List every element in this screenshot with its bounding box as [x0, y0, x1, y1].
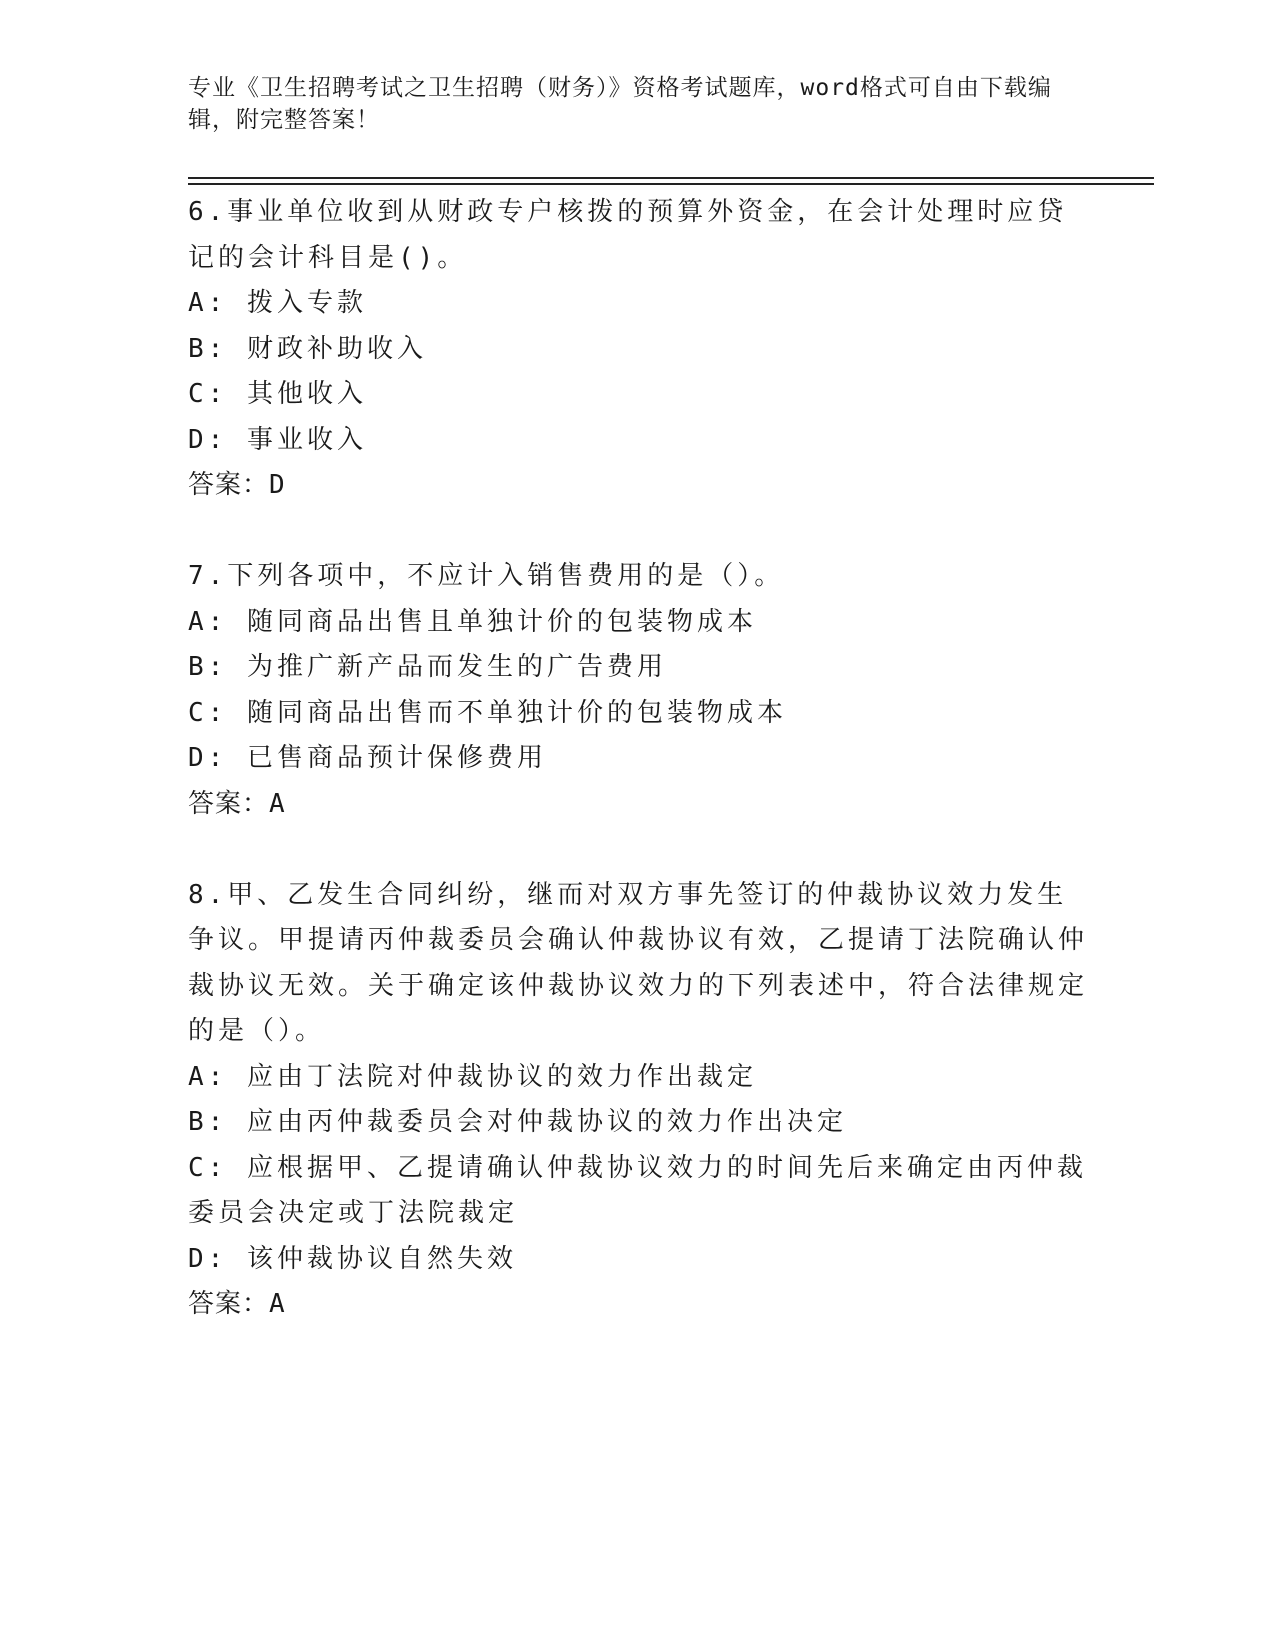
- option-a: A: 拨入专款: [188, 288, 367, 318]
- answer: 答案：D: [188, 470, 286, 500]
- option-d: D: 已售商品预计保修费用: [188, 743, 547, 773]
- header-text: 专业《卫生招聘考试之卫生招聘（财务）》资格考试题库，word格式可自由下载编辑，附完整答案！: [188, 75, 1052, 133]
- header-divider-bottom: [188, 183, 1154, 185]
- option-b: B: 为推广新产品而发生的广告费用: [188, 652, 667, 682]
- question-list: [188, 190, 1088, 1328]
- option-a: A: 随同商品出售且单独计价的包装物成本: [188, 606, 757, 637]
- answer: 答案：A: [188, 1289, 286, 1319]
- header-divider-top: [188, 177, 1154, 179]
- option-c: C: 应根据甲、乙提请确认仲裁协议效力的时间先后来确定由丙仲裁委员会决定或丁法院裁定: [188, 1152, 1087, 1228]
- question-spacer: [188, 827, 1088, 873]
- question-6: [188, 190, 1088, 509]
- answer: 答案：A: [188, 788, 286, 819]
- option-b: B: 财政补助收入: [188, 333, 427, 364]
- question-spacer: [188, 509, 1088, 555]
- option-a: A: 应由丁法院对仲裁协议的效力作出裁定: [188, 1061, 757, 1092]
- option-c: C: 随同商品出售而不单独计价的包装物成本: [188, 697, 787, 728]
- document-header: [188, 72, 1088, 136]
- option-d: D: 事业收入: [188, 424, 367, 455]
- question-stem: 6.事业单位收到从财政专户核拨的预算外资金，在会计处理时应贷记的会计科目是()。: [188, 197, 1068, 273]
- question-stem: 8.甲、乙发生合同纠纷，继而对双方事先签订的仲裁协议效力发生争议。甲提请丙仲裁委员会确认仲裁协议有效，乙提请丁法院确认仲裁协议无效。关于确定该仲裁协议效力的下列表述中，符合法律规定的是（）。: [188, 879, 1089, 1046]
- question-8: [188, 873, 1088, 1328]
- question-7: [188, 554, 1088, 827]
- option-c: C: 其他收入: [188, 379, 367, 409]
- option-d: D: 该仲裁协议自然失效: [188, 1243, 517, 1274]
- question-stem: 7.下列各项中，不应计入销售费用的是（）。: [188, 561, 785, 591]
- option-b: B: 应由丙仲裁委员会对仲裁协议的效力作出决定: [188, 1107, 847, 1137]
